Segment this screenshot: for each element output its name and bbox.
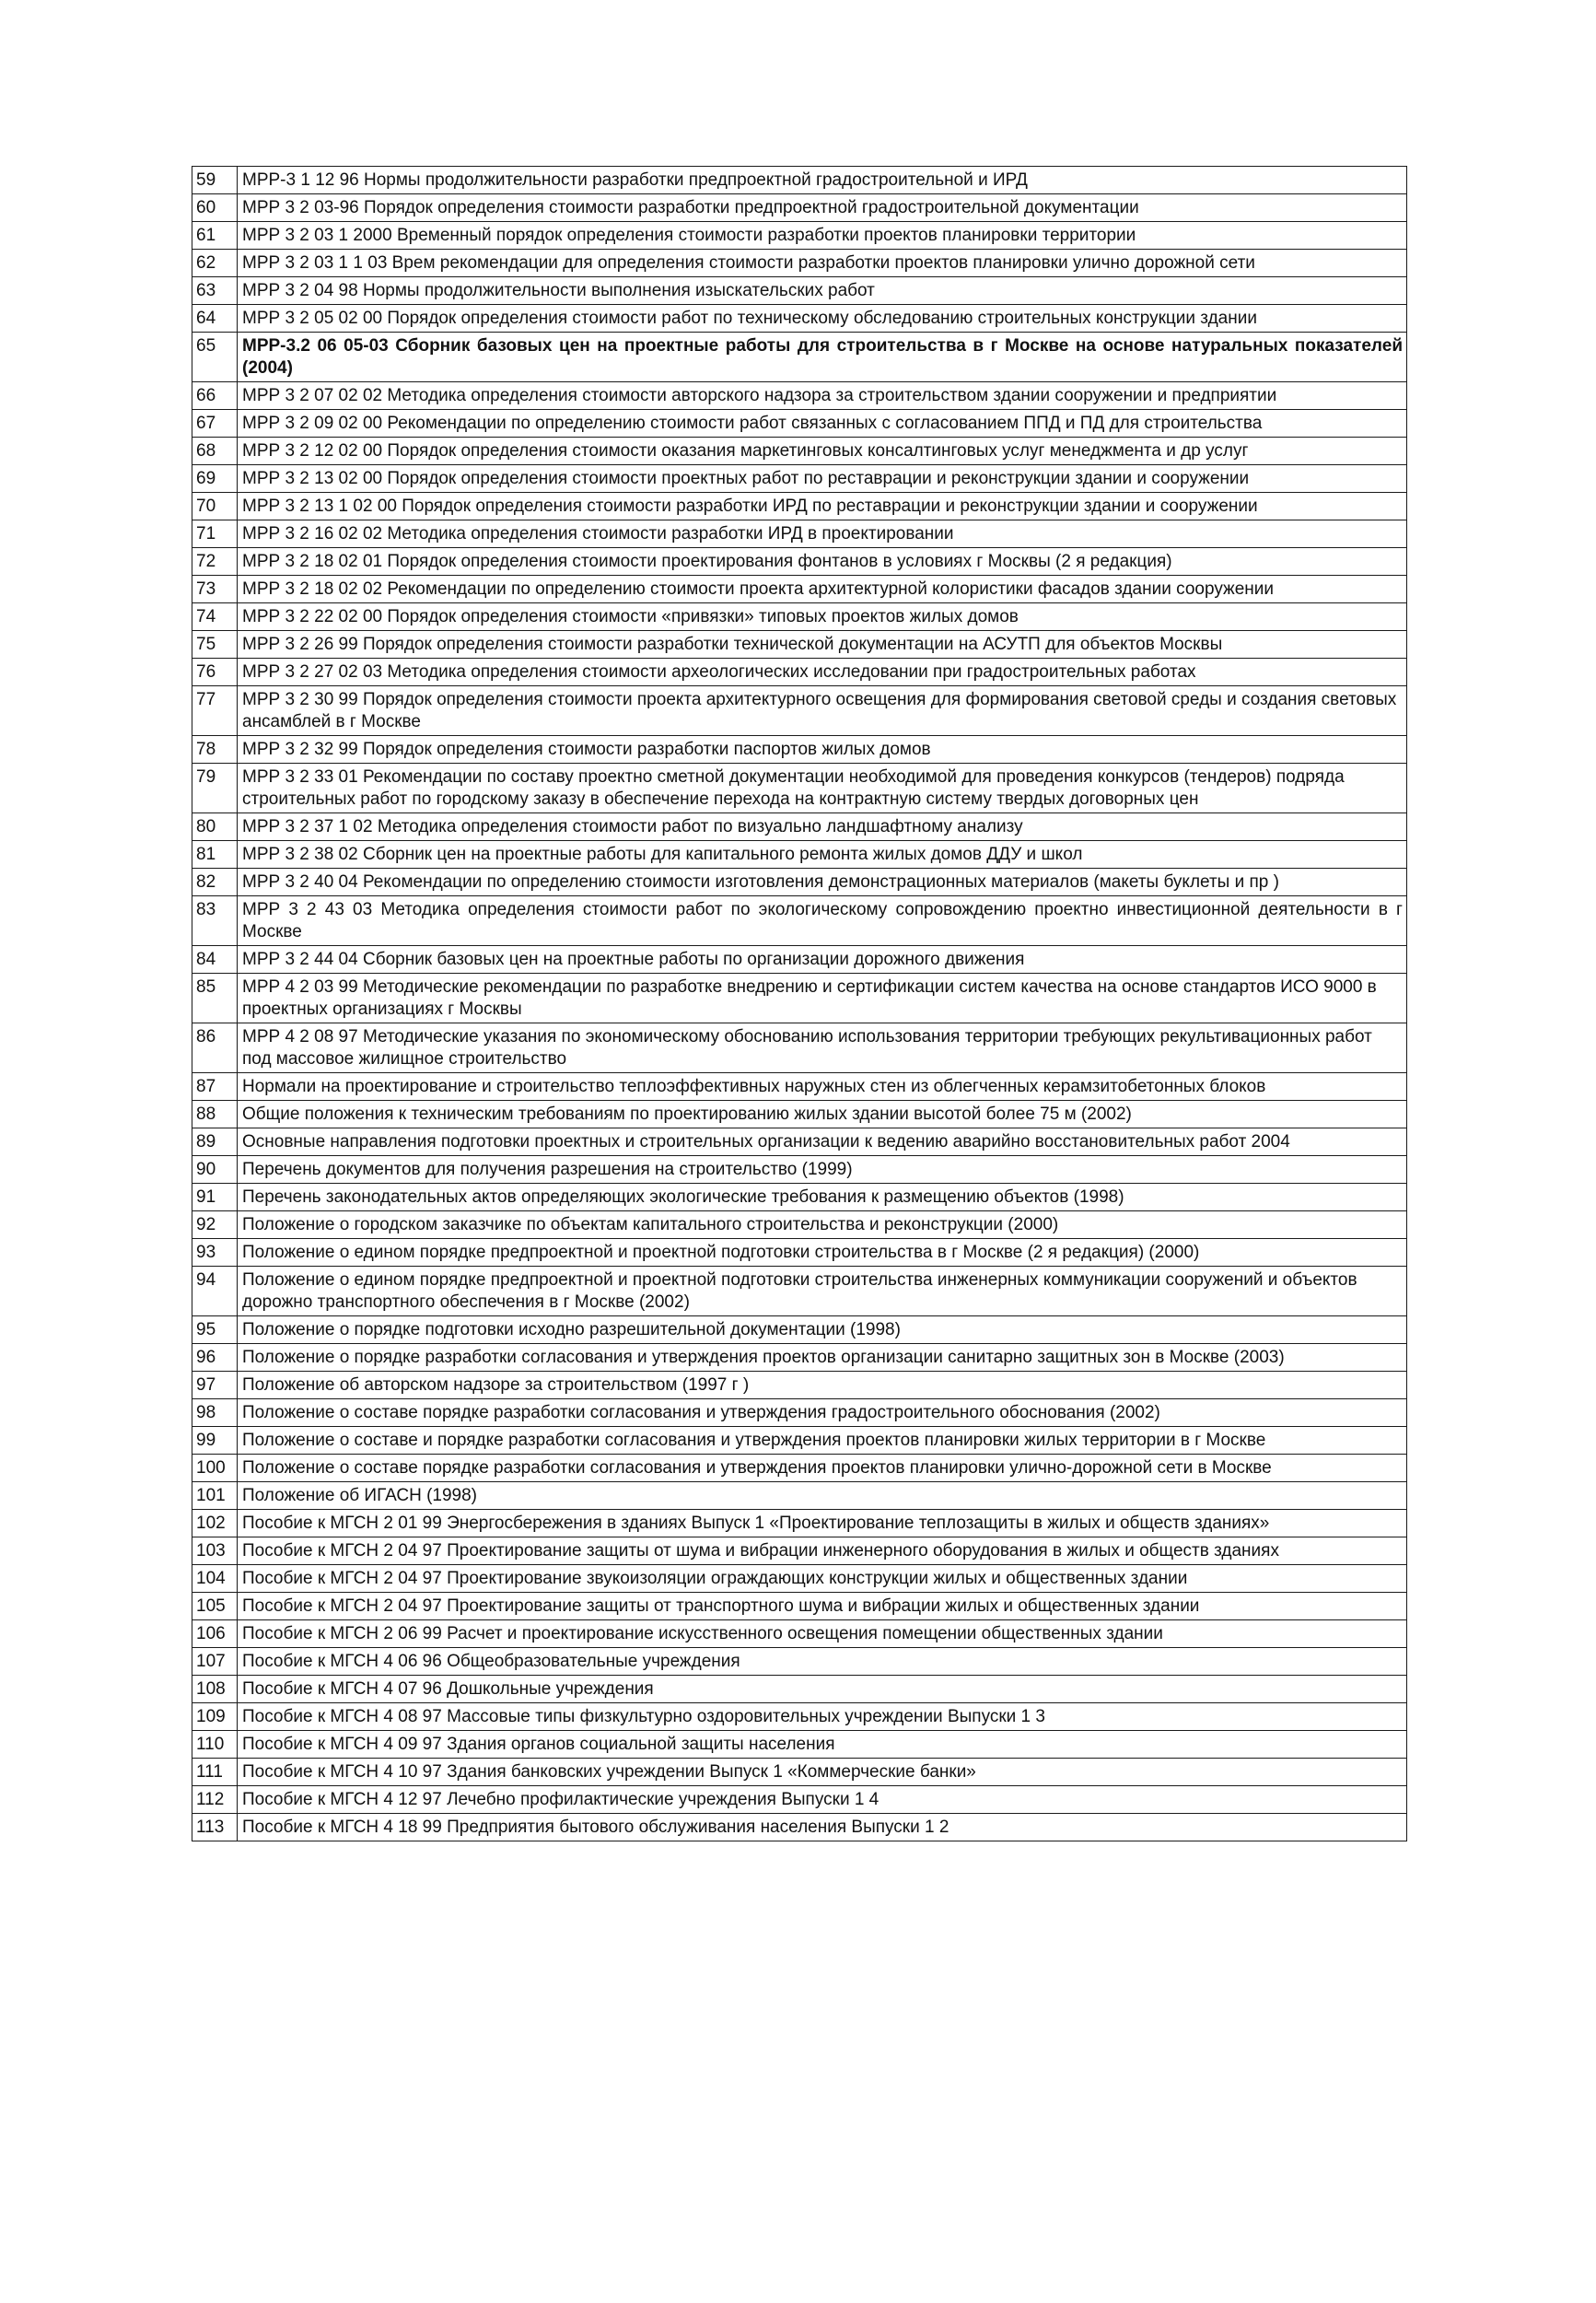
row-number: 72 <box>192 548 238 576</box>
row-number: 75 <box>192 631 238 659</box>
row-number: 71 <box>192 520 238 548</box>
table-row <box>192 1537 1407 1565</box>
row-number: 85 <box>192 974 238 1023</box>
row-number: 111 <box>192 1759 238 1786</box>
document-title: МРР 4 2 08 97 Методические указания по экономическому обоснованию использования территории требующих рекультивационных работ под массовое жилищное строительство <box>238 1023 1407 1073</box>
row-number: 91 <box>192 1184 238 1211</box>
document-title: Пособие к МГСН 4 18 99 Предприятия бытового обслуживания населения Выпуски 1 2 <box>238 1814 1407 1841</box>
row-number: 68 <box>192 438 238 465</box>
document-title: МРР 3 2 18 02 01 Порядок определения стоимости проектирования фонтанов в условиях г Москвы (2 я редакция) <box>238 548 1407 576</box>
document-title: Пособие к МГСН 2 04 97 Проектирование звукоизоляции ограждающих конструкции жилых и общественных здании <box>238 1565 1407 1593</box>
table-row <box>192 1156 1407 1184</box>
table-row <box>192 1648 1407 1676</box>
table-row <box>192 1759 1407 1786</box>
table-row <box>192 548 1407 576</box>
row-number: 93 <box>192 1239 238 1267</box>
row-number: 64 <box>192 305 238 333</box>
document-title: Пособие к МГСН 4 06 96 Общеобразовательные учреждения <box>238 1648 1407 1676</box>
document-title: МРР 3 2 32 99 Порядок определения стоимости разработки паспортов жилых домов <box>238 736 1407 764</box>
row-number: 63 <box>192 277 238 305</box>
table-row <box>192 250 1407 277</box>
document-title: Пособие к МГСН 4 09 97 Здания органов социальной защиты населения <box>238 1731 1407 1759</box>
table-row <box>192 1316 1407 1344</box>
table-row <box>192 1344 1407 1372</box>
document-title: МРР 3 2 27 02 03 Методика определения стоимости археологических исследовании при градостроительных работах <box>238 659 1407 686</box>
row-number: 80 <box>192 813 238 841</box>
table-row <box>192 194 1407 222</box>
document-title: МРР 3 2 22 02 00 Порядок определения стоимости «привязки» типовых проектов жилых домов <box>238 603 1407 631</box>
table-row <box>192 305 1407 333</box>
document-title: МРР 3 2 09 02 00 Рекомендации по определению стоимости работ связанных с согласованием ППД и ПД для строительства <box>238 410 1407 438</box>
row-number: 105 <box>192 1593 238 1620</box>
table-row <box>192 1786 1407 1814</box>
document-title: МРР 3 2 30 99 Порядок определения стоимости проекта архитектурного освещения для формирования световой среды и создания световых ансамблей в г Москве <box>238 686 1407 736</box>
documents-table <box>192 166 1407 1841</box>
row-number: 109 <box>192 1703 238 1731</box>
table-row <box>192 333 1407 382</box>
table-row <box>192 1455 1407 1482</box>
document-title: МРР 3 2 33 01 Рекомендации по составу проектно сметной документации необходимой для проведения конкурсов (тендеров) подряда строительных работ по городскому заказу в обеспечение перехода на контрактную систему твердых договорных цен <box>238 764 1407 813</box>
row-number: 101 <box>192 1482 238 1510</box>
row-number: 69 <box>192 465 238 493</box>
document-title: МРР 3 2 03 1 2000 Временный порядок определения стоимости разработки проектов планировки территории <box>238 222 1407 250</box>
document-title: Положение о городском заказчике по объектам капитального строительства и реконструкции (2000) <box>238 1211 1407 1239</box>
document-title: Положение о порядке подготовки исходно разрешительной документации (1998) <box>238 1316 1407 1344</box>
document-title: МРР 3 2 44 04 Сборник базовых цен на проектные работы по организации дорожного движения <box>238 946 1407 974</box>
row-number: 102 <box>192 1510 238 1537</box>
row-number: 108 <box>192 1676 238 1703</box>
row-number: 81 <box>192 841 238 869</box>
table-row <box>192 410 1407 438</box>
table-row <box>192 465 1407 493</box>
row-number: 86 <box>192 1023 238 1073</box>
documents-table-body <box>192 167 1407 1841</box>
row-number: 95 <box>192 1316 238 1344</box>
table-row <box>192 1427 1407 1455</box>
document-title: Пособие к МГСН 4 12 97 Лечебно профилактические учреждения Выпуски 1 4 <box>238 1786 1407 1814</box>
document-title: Пособие к МГСН 2 01 99 Энергосбережения в зданиях Выпуск 1 «Проектирование теплозащиты в жилых и обществ зданиях» <box>238 1510 1407 1537</box>
table-row <box>192 1565 1407 1593</box>
table-row <box>192 1101 1407 1128</box>
document-title: МРР 3 2 18 02 02 Рекомендации по определению стоимости проекта архитектурной колористики фасадов здании сооружении <box>238 576 1407 603</box>
document-title: МРР-3 1 12 96 Нормы продолжительности разработки предпроектной градостроительной и ИРД <box>238 167 1407 194</box>
row-number: 61 <box>192 222 238 250</box>
row-number: 110 <box>192 1731 238 1759</box>
row-number: 82 <box>192 869 238 896</box>
table-row <box>192 1073 1407 1101</box>
document-title: МРР 3 2 12 02 00 Порядок определения стоимости оказания маркетинговых консалтинговых услуг менеджмента и др услуг <box>238 438 1407 465</box>
row-number: 76 <box>192 659 238 686</box>
row-number: 67 <box>192 410 238 438</box>
document-title: МРР 3 2 26 99 Порядок определения стоимости разработки технической документации на АСУТП для объектов Москвы <box>238 631 1407 659</box>
row-number: 103 <box>192 1537 238 1565</box>
table-row <box>192 896 1407 946</box>
table-row <box>192 1482 1407 1510</box>
table-row <box>192 1703 1407 1731</box>
table-row <box>192 1399 1407 1427</box>
table-row <box>192 736 1407 764</box>
row-number: 106 <box>192 1620 238 1648</box>
row-number: 89 <box>192 1128 238 1156</box>
table-row <box>192 1211 1407 1239</box>
document-title: МРР 3 2 03-96 Порядок определения стоимости разработки предпроектной градостроительной документации <box>238 194 1407 222</box>
row-number: 59 <box>192 167 238 194</box>
row-number: 66 <box>192 382 238 410</box>
document-title: Перечень законодательных актов определяющих экологические требования к размещению объектов (1998) <box>238 1184 1407 1211</box>
table-row <box>192 841 1407 869</box>
row-number: 96 <box>192 1344 238 1372</box>
row-number: 87 <box>192 1073 238 1101</box>
table-row <box>192 1593 1407 1620</box>
document-title: Положение о едином порядке предпроектной и проектной подготовки строительства инженерных коммуникации сооружений и объектов дорожно транспортного обеспечения в г Москве (2002) <box>238 1267 1407 1316</box>
document-title: Пособие к МГСН 2 04 97 Проектирование защиты от шума и вибрации инженерного оборудования в жилых и обществ зданиях <box>238 1537 1407 1565</box>
row-number: 112 <box>192 1786 238 1814</box>
document-title: Положение о составе порядке разработки согласования и утверждения градостроительного обоснования (2002) <box>238 1399 1407 1427</box>
document-title: Положение об авторском надзоре за строительством (1997 г ) <box>238 1372 1407 1399</box>
row-number: 99 <box>192 1427 238 1455</box>
row-number: 113 <box>192 1814 238 1841</box>
table-row <box>192 659 1407 686</box>
document-title: МРР-3.2 06 05-03 Сборник базовых цен на проектные работы для строительства в г Москве на основе натуральных показателей (2004) <box>238 333 1407 382</box>
row-number: 62 <box>192 250 238 277</box>
table-row <box>192 382 1407 410</box>
document-title: МРР 3 2 05 02 00 Порядок определения стоимости работ по техническому обследованию строительных конструкции здании <box>238 305 1407 333</box>
table-row <box>192 1510 1407 1537</box>
row-number: 84 <box>192 946 238 974</box>
document-title: Пособие к МГСН 4 10 97 Здания банковских учреждении Выпуск 1 «Коммерческие банки» <box>238 1759 1407 1786</box>
document-title: МРР 3 2 04 98 Нормы продолжительности выполнения изыскательских работ <box>238 277 1407 305</box>
document-title: МРР 3 2 40 04 Рекомендации по определению стоимости изготовления демонстрационных материалов (макеты буклеты и пр ) <box>238 869 1407 896</box>
row-number: 74 <box>192 603 238 631</box>
table-row <box>192 520 1407 548</box>
document-title: Пособие к МГСН 2 06 99 Расчет и проектирование искусственного освещения помещении общественных здании <box>238 1620 1407 1648</box>
document-title: МРР 3 2 16 02 02 Методика определения стоимости разработки ИРД в проектировании <box>238 520 1407 548</box>
document-title: Положение об ИГАСН (1998) <box>238 1482 1407 1510</box>
row-number: 92 <box>192 1211 238 1239</box>
table-row <box>192 1023 1407 1073</box>
document-title: Общие положения к техническим требованиям по проектированию жилых здании высотой более 75 м (2002) <box>238 1101 1407 1128</box>
row-number: 88 <box>192 1101 238 1128</box>
row-number: 79 <box>192 764 238 813</box>
table-row <box>192 1731 1407 1759</box>
table-row <box>192 1372 1407 1399</box>
document-title: МРР 3 2 43 03 Методика определения стоимости работ по экологическому сопровождению проектно инвестиционной деятельности в г Москве <box>238 896 1407 946</box>
row-number: 97 <box>192 1372 238 1399</box>
table-row <box>192 438 1407 465</box>
document-title: Положение о порядке разработки согласования и утверждения проектов организации санитарно защитных зон в Москве (2003) <box>238 1344 1407 1372</box>
table-row <box>192 603 1407 631</box>
row-number: 65 <box>192 333 238 382</box>
row-number: 77 <box>192 686 238 736</box>
table-row <box>192 974 1407 1023</box>
document-title: Пособие к МГСН 4 08 97 Массовые типы физкультурно оздоровительных учреждении Выпуски 1 3 <box>238 1703 1407 1731</box>
document-title: Пособие к МГСН 2 04 97 Проектирование защиты от транспортного шума и вибрации жилых и общественных здании <box>238 1593 1407 1620</box>
document-title: МРР 3 2 38 02 Сборник цен на проектные работы для капитального ремонта жилых домов ДДУ и школ <box>238 841 1407 869</box>
table-row <box>192 631 1407 659</box>
document-title: Нормали на проектирование и строительство теплоэффективных наружных стен из облегченных керамзитобетонных блоков <box>238 1073 1407 1101</box>
row-number: 90 <box>192 1156 238 1184</box>
table-row <box>192 222 1407 250</box>
table-row <box>192 1239 1407 1267</box>
row-number: 98 <box>192 1399 238 1427</box>
document-title: Положение о составе и порядке разработки согласования и утверждения проектов планировки жилых территории в г Москве <box>238 1427 1407 1455</box>
table-row <box>192 576 1407 603</box>
document-title: Перечень документов для получения разрешения на строительство (1999) <box>238 1156 1407 1184</box>
document-title: МРР 3 2 37 1 02 Методика определения стоимости работ по визуально ландшафтному анализу <box>238 813 1407 841</box>
table-row <box>192 764 1407 813</box>
row-number: 100 <box>192 1455 238 1482</box>
document-title: МРР 3 2 03 1 1 03 Врем рекомендации для определения стоимости разработки проектов планировки улично дорожной сети <box>238 250 1407 277</box>
table-row <box>192 1620 1407 1648</box>
document-title: МРР 3 2 07 02 02 Методика определения стоимости авторского надзора за строительством здании сооружении и предприятии <box>238 382 1407 410</box>
table-row <box>192 869 1407 896</box>
document-title: Положение о едином порядке предпроектной и проектной подготовки строительства в г Москве (2 я редакция) (2000) <box>238 1239 1407 1267</box>
table-row <box>192 946 1407 974</box>
table-row <box>192 686 1407 736</box>
table-row <box>192 813 1407 841</box>
row-number: 73 <box>192 576 238 603</box>
document-title: Положение о составе порядке разработки согласования и утверждения проектов планировки улично-дорожной сети в Москве <box>238 1455 1407 1482</box>
document-title: МРР 3 2 13 02 00 Порядок определения стоимости проектных работ по реставрации и реконструкции здании и сооружении <box>238 465 1407 493</box>
row-number: 83 <box>192 896 238 946</box>
row-number: 78 <box>192 736 238 764</box>
document-title: Основные направления подготовки проектных и строительных организации к ведению аварийно восстановительных работ 2004 <box>238 1128 1407 1156</box>
table-row <box>192 277 1407 305</box>
document-title: МРР 4 2 03 99 Методические рекомендации по разработке внедрению и сертификации систем качества на основе стандартов ИСО 9000 в проектных организациях г Москвы <box>238 974 1407 1023</box>
row-number: 104 <box>192 1565 238 1593</box>
table-row <box>192 1128 1407 1156</box>
document-title: Пособие к МГСН 4 07 96 Дошкольные учреждения <box>238 1676 1407 1703</box>
table-row <box>192 167 1407 194</box>
table-row <box>192 1184 1407 1211</box>
row-number: 60 <box>192 194 238 222</box>
row-number: 107 <box>192 1648 238 1676</box>
table-row <box>192 493 1407 520</box>
table-row <box>192 1814 1407 1841</box>
document-title: МРР 3 2 13 1 02 00 Порядок определения стоимости разработки ИРД по реставрации и реконструкции здании и сооружении <box>238 493 1407 520</box>
table-row <box>192 1267 1407 1316</box>
row-number: 94 <box>192 1267 238 1316</box>
row-number: 70 <box>192 493 238 520</box>
table-row <box>192 1676 1407 1703</box>
